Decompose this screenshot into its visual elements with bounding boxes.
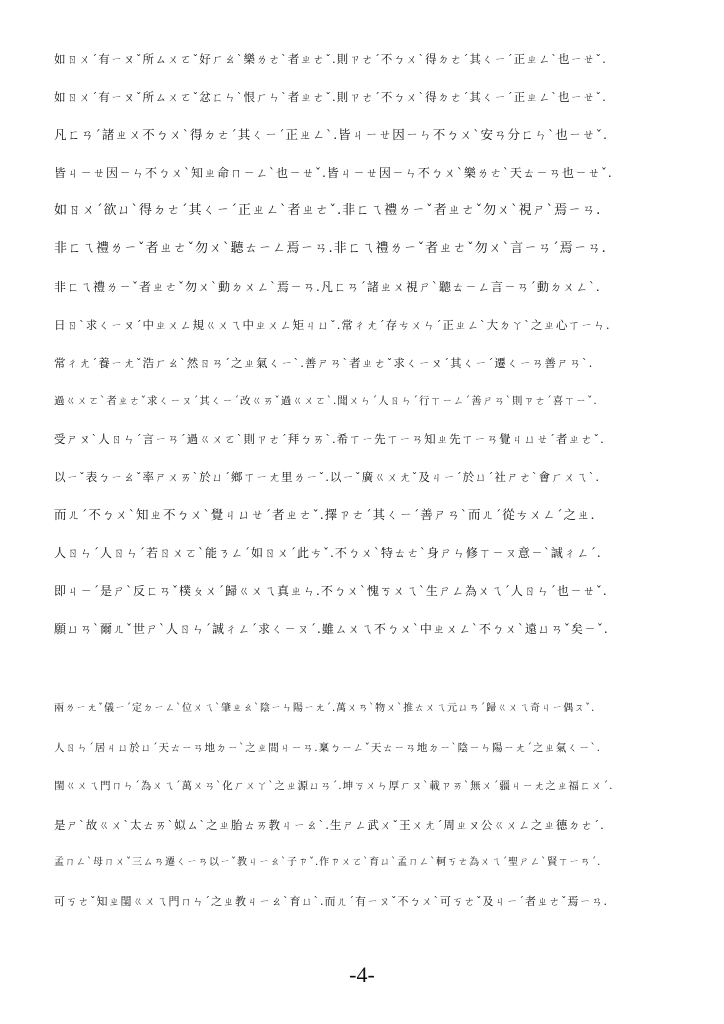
verse-block-2 [54, 690, 614, 921]
verse-line: 孟ㄇㄥˋ母ㄇㄨˇ三ㄙㄢ遷ㄑㄧㄢ以ㄧˇ教ㄐㄧㄠˋ子ㄗˇ.作ㄗㄨㄛˋ育ㄩˋ孟ㄇㄥˋ軻ㄎㄜ為ㄨㄟˊ聖ㄕㄥˋ賢ㄒㄧㄢˊ. [54, 857, 602, 868]
verse-line: 以ㄧˇ表ㄅㄧㄠˇ率ㄕㄨㄞˋ於ㄩˊ鄉ㄒㄧㄤ里ㄌㄧˇ.以ㄧˇ廣ㄍㄨㄤˇ及ㄐㄧˊ於ㄩˊ社ㄕㄜˋ會ㄏㄨㄟˋ. [54, 470, 601, 484]
verse-line: 如ㄖㄨˊ有ㄧㄡˇ所ㄙㄨㄛˇ忿ㄈㄣˋ恨ㄏㄣˋ者ㄓㄜˇ.則ㄗㄜˊ不ㄅㄨˋ得ㄉㄜˊ其ㄑㄧˊ正ㄓㄥˋ也ㄧㄝˇ. [54, 90, 607, 104]
verse-line: 日ㄖˋ求ㄑㄧㄡˊ中ㄓㄨㄥ規ㄍㄨㄟ中ㄓㄨㄥ矩ㄐㄩˇ.常ㄔㄤˊ存ㄘㄨㄣˊ正ㄓㄥˋ大ㄉㄚˋ之ㄓ心ㄒㄧㄣ. [54, 318, 611, 332]
verse-line: 皆ㄐㄧㄝ因ㄧㄣ不ㄅㄨˋ知ㄓ命ㄇㄧㄥˋ也ㄧㄝˇ.皆ㄐㄧㄝ因ㄧㄣ不ㄅㄨˋ樂ㄌㄜˋ天ㄊㄧㄢ也ㄧㄝˇ. [54, 166, 613, 180]
verse-line: 而ㄦˊ不ㄅㄨˋ知ㄓ不ㄅㄨˋ覺ㄐㄩㄝˊ者ㄓㄜˇ.擇ㄗㄜˊ其ㄑㄧˊ善ㄕㄢˋ而ㄦˊ從ㄘㄨㄥˊ之ㄓ. [54, 507, 596, 522]
page-number: -4- [349, 962, 375, 987]
verse-line: 凡ㄈㄢˊ諸ㄓㄨ不ㄅㄨˋ得ㄉㄜˊ其ㄑㄧˊ正ㄓㄥˋ.皆ㄐㄧㄝ因ㄧㄣ不ㄅㄨˋ安ㄢ分ㄈㄣˋ也ㄧㄝˇ. [54, 127, 608, 142]
verse-line: 如ㄖㄨˊ有ㄧㄡˇ所ㄙㄨㄛˇ好ㄏㄠˋ樂ㄌㄜˋ者ㄓㄜˇ.則ㄗㄜˊ不ㄅㄨˋ得ㄉㄜˊ其ㄑㄧˊ正ㄓㄥˋ也ㄧㄝˇ. [54, 52, 607, 66]
verse-line: 非ㄈㄟ禮ㄌㄧˇ者ㄓㄜˇ勿ㄨˋ動ㄉㄨㄥˋ焉ㄧㄢ.凡ㄈㄢˊ諸ㄓㄨ視ㄕˋ聽ㄊㄧㄥ言ㄧㄢˊ動ㄉㄨㄥˋ. [54, 280, 601, 294]
verse-line: 即ㄐㄧˊ是ㄕˋ反ㄈㄢˇ樸ㄆㄨˊ歸ㄍㄨㄟ真ㄓㄣ.不ㄅㄨˋ愧ㄎㄨㄟˋ生ㄕㄥ為ㄨㄟˊ人ㄖㄣˊ也ㄧㄝˇ. [54, 584, 608, 598]
verse-line: 常ㄔㄤˊ養ㄧㄤˇ浩ㄏㄠˋ然ㄖㄢˊ之ㄓ氣ㄑㄧˋ.善ㄕㄢˋ者ㄓㄜˇ求ㄑㄧㄡˊ其ㄑㄧˊ遷ㄑㄧㄢ善ㄕㄢˋ. [54, 356, 594, 370]
verse-line: 人ㄖㄣˊ居ㄐㄩ於ㄩˊ天ㄊㄧㄢ地ㄉㄧˋ之ㄓ間ㄐㄧㄢ.稟ㄅㄧㄥˇ天ㄊㄧㄢ地ㄉㄧˋ陰ㄧㄣ陽ㄧㄤˊ之ㄓ氣ㄑㄧˋ. [54, 741, 601, 754]
verse-line: 過ㄍㄨㄛˋ者ㄓㄜˇ求ㄑㄧㄡˊ其ㄑㄧˊ改ㄍㄞˇ過ㄍㄨㄛˋ.聞ㄨㄣˊ人ㄖㄣˊ行ㄒㄧㄥˊ善ㄕㄢˋ則ㄗㄜˊ喜ㄒㄧˇ. [54, 395, 598, 407]
verse-line: 願ㄩㄢˋ爾ㄦˇ世ㄕˋ人ㄖㄣˊ誠ㄔㄥˊ求ㄑㄧㄡˊ.雖ㄙㄨㄟ不ㄅㄨˋ中ㄓㄨㄥˋ不ㄅㄨˋ遠ㄩㄢˇ矣ㄧˇ. [54, 622, 609, 636]
verse-line: 可ㄎㄜˇ知ㄓ閨ㄍㄨㄟ門ㄇㄣˊ之ㄓ教ㄐㄧㄠˋ育ㄩˋ.而ㄦˊ有ㄧㄡˇ不ㄅㄨˋ可ㄎㄜˇ及ㄐㄧˊ者ㄓㄜˇ焉ㄧㄢ. [54, 894, 608, 908]
verse-line: 閨ㄍㄨㄟ門ㄇㄣˊ為ㄨㄟˊ萬ㄨㄢˋ化ㄏㄨㄚˋ之ㄓ源ㄩㄢˊ.坤ㄎㄨㄣ厚ㄏㄡˋ載ㄗㄞˋ無ㄨˊ疆ㄐㄧㄤ之ㄓ福ㄈㄨˊ. [54, 780, 614, 792]
verse-line: 受ㄕㄡˋ人ㄖㄣˊ言ㄧㄢˊ過ㄍㄨㄛˋ則ㄗㄜˊ拜ㄅㄞˋ.希ㄒㄧ先ㄒㄧㄢ知ㄓ先ㄒㄧㄢ覺ㄐㄩㄝˊ者ㄓㄜˇ. [54, 432, 605, 446]
verse-line: 是ㄕˋ故ㄍㄨˋ太ㄊㄞˋ姒ㄙˋ之ㄓ胎ㄊㄞ教ㄐㄧㄠˋ.生ㄕㄥ武ㄨˇ王ㄨㄤˊ周ㄓㄡ公ㄍㄨㄥ之ㄓ德ㄉㄜˊ. [54, 817, 605, 832]
verse-line: 如ㄖㄨˊ欲ㄩˋ得ㄉㄜˊ其ㄑㄧˊ正ㄓㄥˋ者ㄓㄜˇ.非ㄈㄟ禮ㄌㄧˇ者ㄓㄜˇ勿ㄨˋ視ㄕˋ焉ㄧㄢ. [54, 203, 602, 218]
verse-line: 非ㄈㄟ禮ㄌㄧˇ者ㄓㄜˇ勿ㄨˋ聽ㄊㄧㄥ焉ㄧㄢ.非ㄈㄟ禮ㄌㄧˇ者ㄓㄜˇ勿ㄨˋ言ㄧㄢˊ焉ㄧㄢ. [54, 241, 607, 256]
verse-line: 人ㄖㄣˊ人ㄖㄣˊ若ㄖㄨㄛˋ能ㄋㄥˊ如ㄖㄨˊ此ㄘˇ.不ㄅㄨˋ特ㄊㄜˋ身ㄕㄣ修ㄒㄧㄡ意ㄧˋ誠ㄔㄥˊ. [54, 546, 602, 560]
verse-line: 兩ㄌㄧㄤˇ儀ㄧˊ定ㄉㄧㄥˋ位ㄨㄟˋ肇ㄓㄠˋ陰ㄧㄣ陽ㄧㄤˊ.萬ㄨㄢˋ物ㄨˋ推ㄊㄨㄟ元ㄩㄢˊ歸ㄍㄨㄟ奇ㄐㄧ偶ㄡˇ. [54, 703, 596, 714]
verse-block-1 [54, 40, 614, 648]
